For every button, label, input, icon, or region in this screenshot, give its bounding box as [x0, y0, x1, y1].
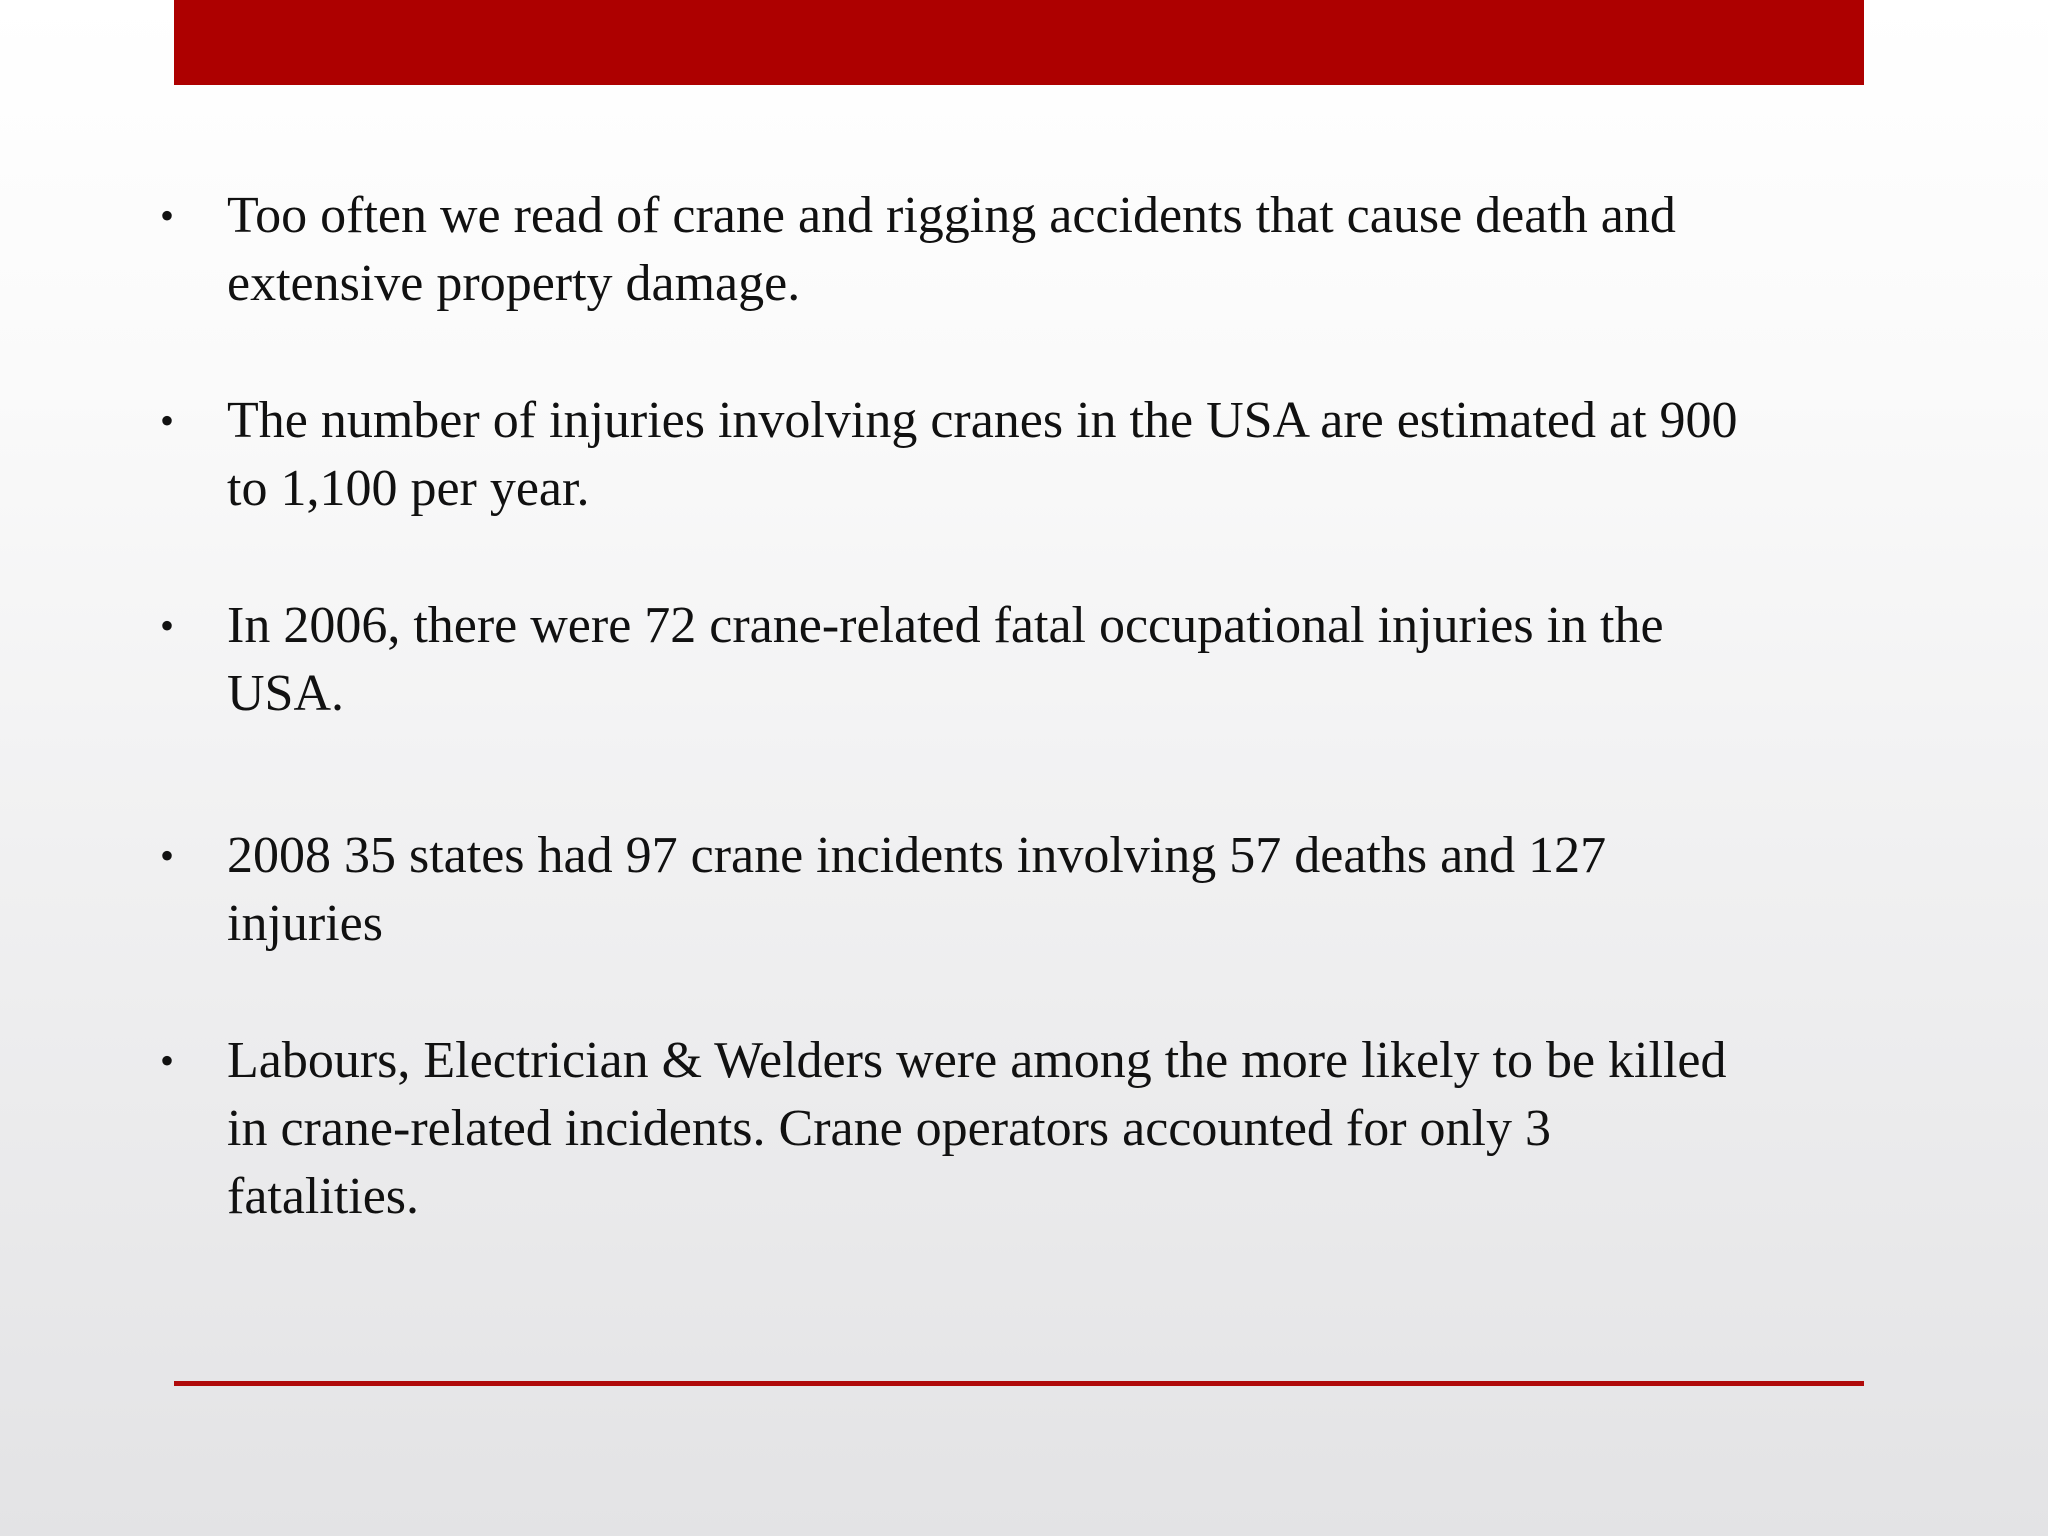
bullet-icon: • — [160, 398, 175, 443]
bullet-text: 2008 35 states had 97 crane incidents involving 57 deaths and 127 injuries — [227, 827, 1607, 952]
bullet-icon: • — [160, 1038, 175, 1083]
bullet-text: Too often we read of crane and rigging accidents that cause death and extensive property damage. — [227, 187, 1676, 312]
bullet-icon: • — [160, 603, 175, 648]
bullet-text: Labours, Electrician & Welders were among the more likely to be killed in crane-related incidents. Crane operators accounted for only 3 fatalities. — [227, 1032, 1727, 1225]
bullet-item — [160, 387, 1900, 523]
header-bar — [174, 0, 1864, 85]
bullet-item — [160, 182, 1900, 318]
footer-divider — [174, 1381, 1864, 1386]
bullet-list — [160, 182, 1900, 1231]
bullet-item — [160, 592, 1900, 728]
bullet-item — [160, 1027, 1900, 1231]
bullet-icon: • — [160, 833, 175, 878]
bullet-icon: • — [160, 193, 175, 238]
bullet-text: The number of injuries involving cranes in the USA are estimated at 900 to 1,100 per year. — [227, 392, 1738, 517]
bullet-item — [160, 822, 1900, 958]
bullet-text: In 2006, there were 72 crane-related fatal occupational injuries in the USA. — [227, 597, 1664, 722]
